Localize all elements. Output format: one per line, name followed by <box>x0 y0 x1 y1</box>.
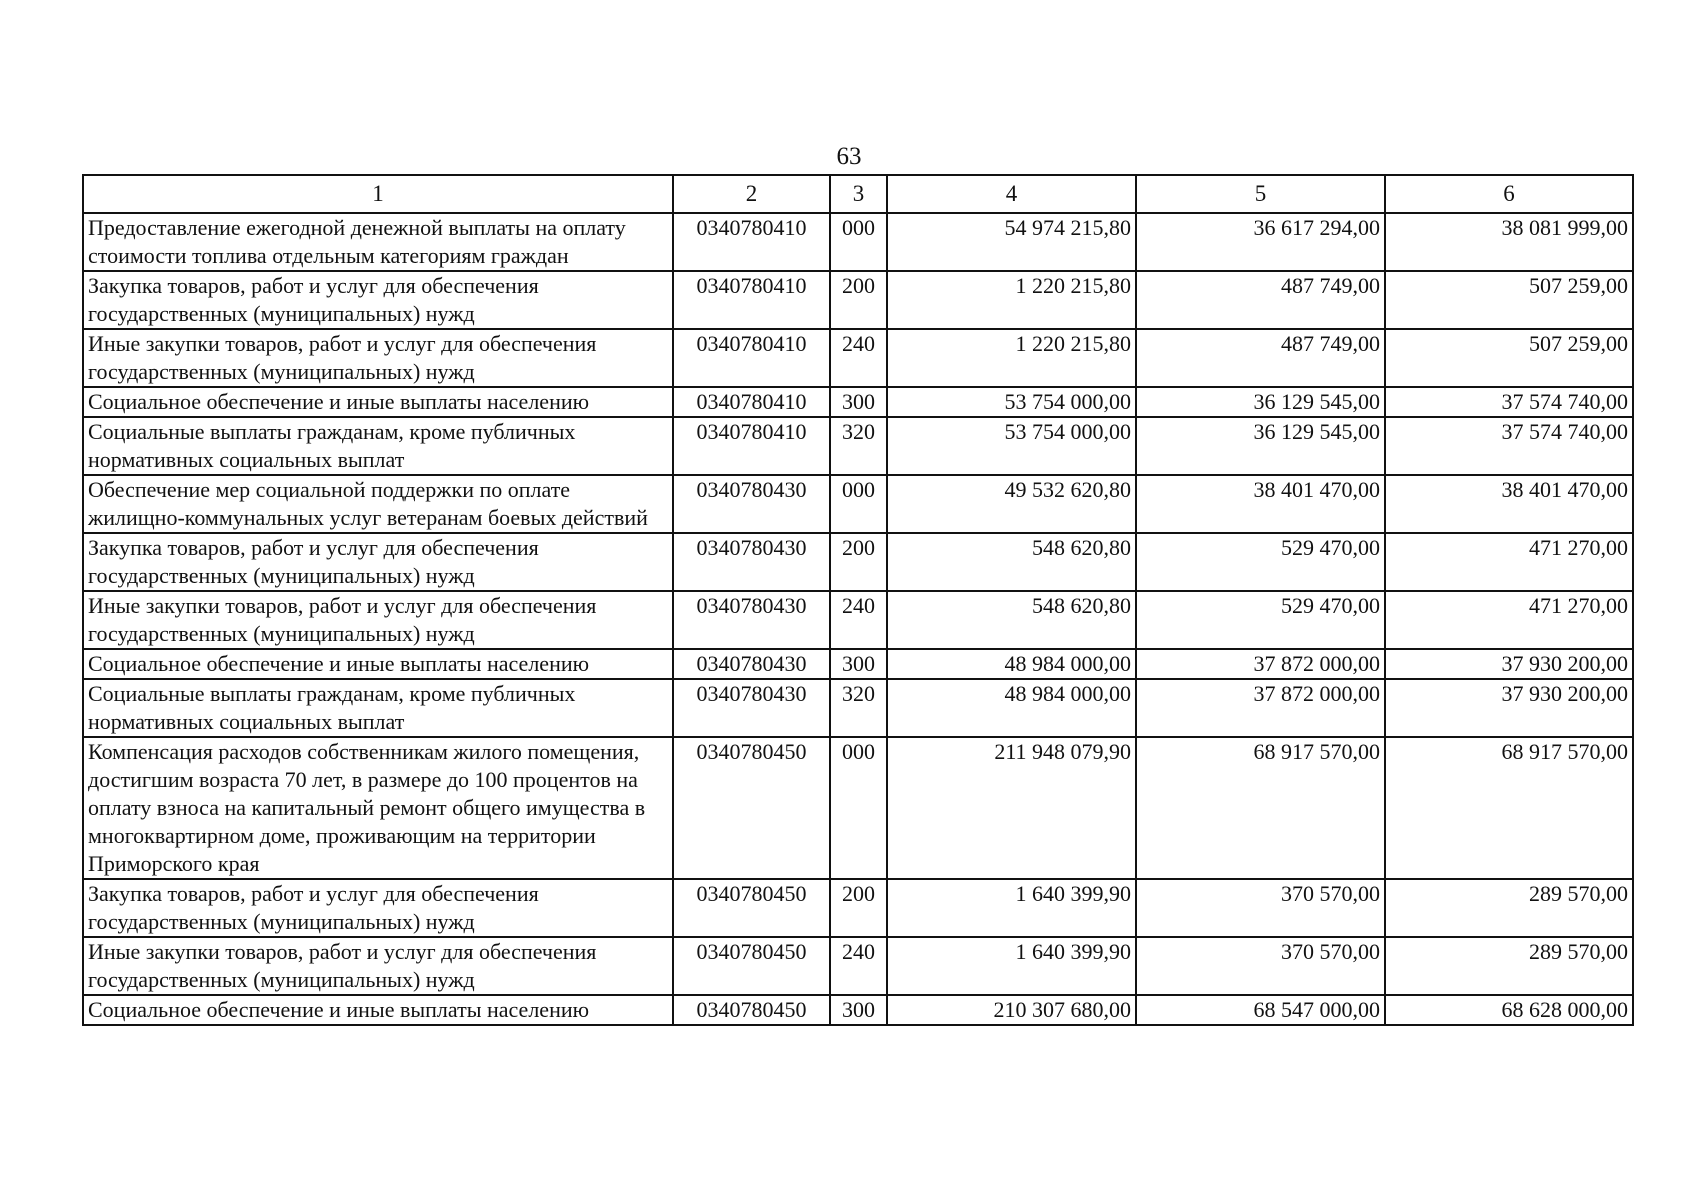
amount-col5-cell: 37 872 000,00 <box>1136 649 1385 679</box>
amount-col6-cell: 37 930 200,00 <box>1385 679 1633 737</box>
amount-col5-cell: 529 470,00 <box>1136 591 1385 649</box>
target-code-cell: 0340780430 <box>673 475 830 533</box>
amount-col6-cell: 289 570,00 <box>1385 879 1633 937</box>
expense-type-cell: 240 <box>830 591 887 649</box>
row-name-cell: Иные закупки товаров, работ и услуг для обеспечения государственных (муниципальных) нужд <box>83 937 673 995</box>
target-code-cell: 0340780410 <box>673 417 830 475</box>
target-code-cell: 0340780450 <box>673 995 830 1025</box>
target-code-cell: 0340780410 <box>673 329 830 387</box>
amount-col4-cell: 1 220 215,80 <box>887 329 1136 387</box>
amount-col5-cell: 487 749,00 <box>1136 271 1385 329</box>
amount-col4-cell: 1 220 215,80 <box>887 271 1136 329</box>
row-name-cell: Закупка товаров, работ и услуг для обеспечения государственных (муниципальных) нужд <box>83 271 673 329</box>
target-code-cell: 0340780410 <box>673 213 830 271</box>
amount-col4-cell: 1 640 399,90 <box>887 879 1136 937</box>
amount-col5-cell: 68 917 570,00 <box>1136 737 1385 879</box>
amount-col6-cell: 289 570,00 <box>1385 937 1633 995</box>
row-name-cell: Закупка товаров, работ и услуг для обеспечения государственных (муниципальных) нужд <box>83 879 673 937</box>
expense-type-cell: 200 <box>830 533 887 591</box>
table-row <box>83 679 1633 737</box>
header-cell: 6 <box>1385 175 1633 213</box>
table-row <box>83 737 1633 879</box>
target-code-cell: 0340780450 <box>673 737 830 879</box>
table-row <box>83 271 1633 329</box>
amount-col5-cell: 36 129 545,00 <box>1136 417 1385 475</box>
expense-type-cell: 240 <box>830 329 887 387</box>
table-row <box>83 937 1633 995</box>
table-row <box>83 417 1633 475</box>
header-row <box>83 175 1633 213</box>
row-name-cell: Предоставление ежегодной денежной выплаты на оплату стоимости топлива отдельным категориям граждан <box>83 213 673 271</box>
amount-col6-cell: 37 930 200,00 <box>1385 649 1633 679</box>
table-row <box>83 995 1633 1025</box>
row-name-cell: Социальное обеспечение и иные выплаты населению <box>83 649 673 679</box>
amount-col4-cell: 48 984 000,00 <box>887 649 1136 679</box>
table-row <box>83 329 1633 387</box>
expense-type-cell: 300 <box>830 649 887 679</box>
amount-col4-cell: 548 620,80 <box>887 533 1136 591</box>
target-code-cell: 0340780430 <box>673 649 830 679</box>
row-name-cell: Социальное обеспечение и иные выплаты населению <box>83 387 673 417</box>
expense-type-cell: 000 <box>830 475 887 533</box>
target-code-cell: 0340780430 <box>673 533 830 591</box>
expense-type-cell: 320 <box>830 417 887 475</box>
table-row <box>83 387 1633 417</box>
amount-col5-cell: 487 749,00 <box>1136 329 1385 387</box>
amount-col6-cell: 38 081 999,00 <box>1385 213 1633 271</box>
expense-type-cell: 000 <box>830 737 887 879</box>
amount-col5-cell: 36 129 545,00 <box>1136 387 1385 417</box>
amount-col4-cell: 53 754 000,00 <box>887 417 1136 475</box>
header-cell: 2 <box>673 175 830 213</box>
table-body <box>83 213 1633 1025</box>
target-code-cell: 0340780410 <box>673 387 830 417</box>
row-name-cell: Закупка товаров, работ и услуг для обеспечения государственных (муниципальных) нужд <box>83 533 673 591</box>
amount-col4-cell: 211 948 079,90 <box>887 737 1136 879</box>
table-row <box>83 475 1633 533</box>
header-cell: 1 <box>83 175 673 213</box>
header-cell: 5 <box>1136 175 1385 213</box>
amount-col5-cell: 37 872 000,00 <box>1136 679 1385 737</box>
row-name-cell: Иные закупки товаров, работ и услуг для обеспечения государственных (муниципальных) нужд <box>83 591 673 649</box>
amount-col5-cell: 38 401 470,00 <box>1136 475 1385 533</box>
amount-col4-cell: 548 620,80 <box>887 591 1136 649</box>
amount-col6-cell: 68 917 570,00 <box>1385 737 1633 879</box>
table-row <box>83 591 1633 649</box>
budget-table <box>82 174 1634 1026</box>
header-cell: 3 <box>830 175 887 213</box>
row-name-cell: Иные закупки товаров, работ и услуг для обеспечения государственных (муниципальных) нужд <box>83 329 673 387</box>
table-row <box>83 533 1633 591</box>
row-name-cell: Обеспечение мер социальной поддержки по оплате жилищно-коммунальных услуг ветеранам боевых действий <box>83 475 673 533</box>
target-code-cell: 0340780450 <box>673 879 830 937</box>
amount-col6-cell: 507 259,00 <box>1385 271 1633 329</box>
target-code-cell: 0340780430 <box>673 591 830 649</box>
amount-col6-cell: 37 574 740,00 <box>1385 417 1633 475</box>
expense-type-cell: 300 <box>830 387 887 417</box>
amount-col4-cell: 54 974 215,80 <box>887 213 1136 271</box>
row-name-cell: Компенсация расходов собственникам жилого помещения, достигшим возраста 70 лет, в размере до 100 процентов на оплату взноса на капитальный ремонт общего имущества в многоквартирном доме, проживающим на территории Приморского края <box>83 737 673 879</box>
amount-col6-cell: 37 574 740,00 <box>1385 387 1633 417</box>
row-name-cell: Социальные выплаты гражданам, кроме публичных нормативных социальных выплат <box>83 679 673 737</box>
table-row <box>83 213 1633 271</box>
target-code-cell: 0340780410 <box>673 271 830 329</box>
amount-col4-cell: 210 307 680,00 <box>887 995 1136 1025</box>
expense-type-cell: 320 <box>830 679 887 737</box>
expense-type-cell: 200 <box>830 271 887 329</box>
target-code-cell: 0340780430 <box>673 679 830 737</box>
header-cell: 4 <box>887 175 1136 213</box>
expense-type-cell: 240 <box>830 937 887 995</box>
amount-col6-cell: 471 270,00 <box>1385 591 1633 649</box>
amount-col5-cell: 370 570,00 <box>1136 937 1385 995</box>
amount-col5-cell: 36 617 294,00 <box>1136 213 1385 271</box>
amount-col6-cell: 38 401 470,00 <box>1385 475 1633 533</box>
amount-col5-cell: 370 570,00 <box>1136 879 1385 937</box>
page-number: 63 <box>836 143 862 170</box>
table-row <box>83 649 1633 679</box>
amount-col4-cell: 48 984 000,00 <box>887 679 1136 737</box>
amount-col6-cell: 471 270,00 <box>1385 533 1633 591</box>
amount-col5-cell: 529 470,00 <box>1136 533 1385 591</box>
row-name-cell: Социальные выплаты гражданам, кроме публичных нормативных социальных выплат <box>83 417 673 475</box>
expense-type-cell: 300 <box>830 995 887 1025</box>
row-name-cell: Социальное обеспечение и иные выплаты населению <box>83 995 673 1025</box>
expense-type-cell: 200 <box>830 879 887 937</box>
amount-col5-cell: 68 547 000,00 <box>1136 995 1385 1025</box>
amount-col4-cell: 53 754 000,00 <box>887 387 1136 417</box>
amount-col6-cell: 507 259,00 <box>1385 329 1633 387</box>
amount-col6-cell: 68 628 000,00 <box>1385 995 1633 1025</box>
table-row <box>83 879 1633 937</box>
amount-col4-cell: 49 532 620,80 <box>887 475 1136 533</box>
target-code-cell: 0340780450 <box>673 937 830 995</box>
expense-type-cell: 000 <box>830 213 887 271</box>
amount-col4-cell: 1 640 399,90 <box>887 937 1136 995</box>
